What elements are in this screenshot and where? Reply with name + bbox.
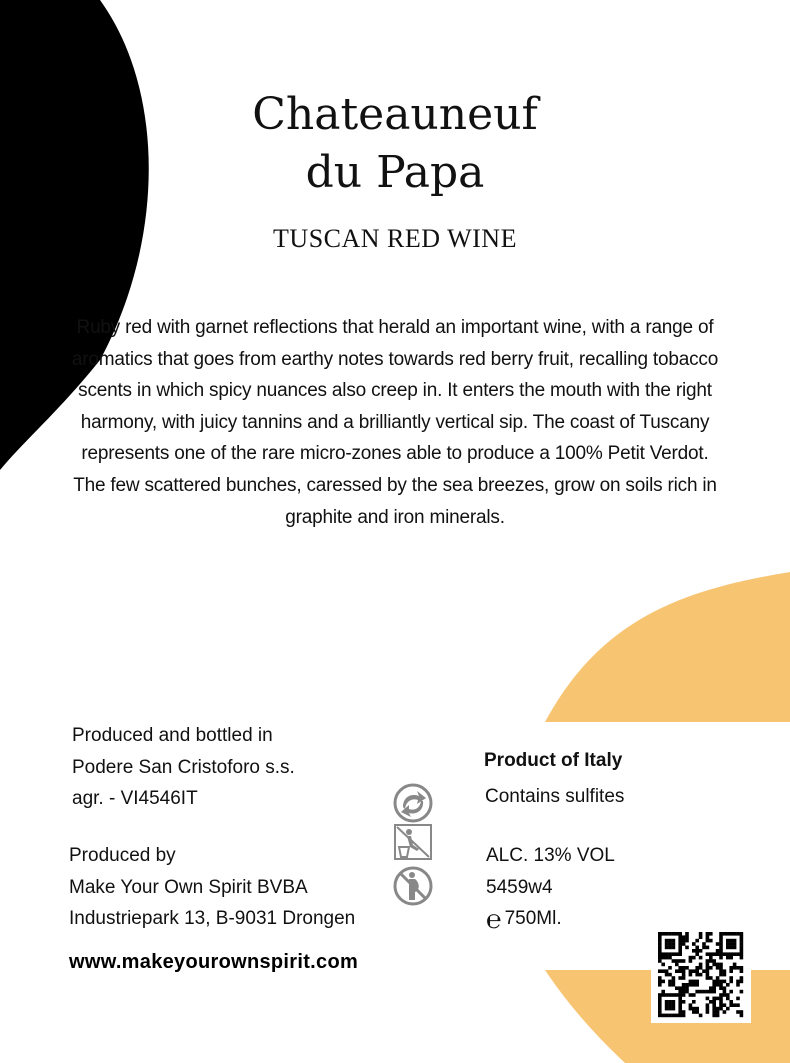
recycle-icon bbox=[393, 783, 433, 823]
product-origin: Product of Italy bbox=[484, 750, 623, 771]
bottle-volume: 750Ml. bbox=[504, 908, 562, 929]
website-link[interactable]: www.makeyourownspirit.com bbox=[69, 951, 359, 973]
sulfites-notice: Contains sulfites bbox=[485, 786, 625, 807]
qr-code-icon[interactable] bbox=[651, 925, 751, 1023]
producer-line3: Industriepark 13, B-9031 Drongen bbox=[69, 908, 356, 929]
bottle-specs bbox=[486, 840, 615, 935]
bottler-line1: Produced and bottled in bbox=[72, 725, 273, 746]
producer-line2: Make Your Own Spirit BVBA bbox=[69, 876, 308, 898]
wine-subtitle: TUSCAN RED WINE bbox=[273, 224, 517, 253]
wine-title-line2: du Papa bbox=[305, 147, 485, 198]
volume-row bbox=[486, 903, 615, 935]
alcohol-content: ALC. 13% VOL bbox=[486, 845, 615, 866]
estimated-sign-icon: ℮ bbox=[486, 903, 502, 934]
wine-title-line1: Chateauneuf bbox=[252, 89, 538, 140]
pregnancy-warning-icon bbox=[393, 866, 433, 906]
producer-line1: Produced by bbox=[69, 845, 176, 866]
wine-description: Ruby red with garnet reflections that herald an important wine, with a range of aromatics that goes from earthy notes towards red berry fruit, recalling tobacco scents in which spicy nuances also creep in. It enters the mouth with the right harmony, with juicy tannins and a brilliantly vertical sip. The coast of Tuscany represents one of the rare micro-zones able to produce a 100% Petit Verdot. The few scattered bunches, caressed by the sea breezes, grow on soils rich in graphite and iron minerals. bbox=[71, 317, 719, 528]
bottler-line3: agr. - VI4546IT bbox=[72, 788, 198, 809]
bin-disposal-icon bbox=[393, 823, 433, 861]
bottler-line2: Podere San Cristoforo s.s. bbox=[72, 756, 295, 778]
qr-code-container bbox=[651, 925, 751, 1023]
producer-info bbox=[69, 840, 355, 935]
lot-number: 5459w4 bbox=[486, 876, 553, 898]
bottler-info bbox=[72, 720, 295, 815]
wine-title bbox=[0, 86, 790, 202]
